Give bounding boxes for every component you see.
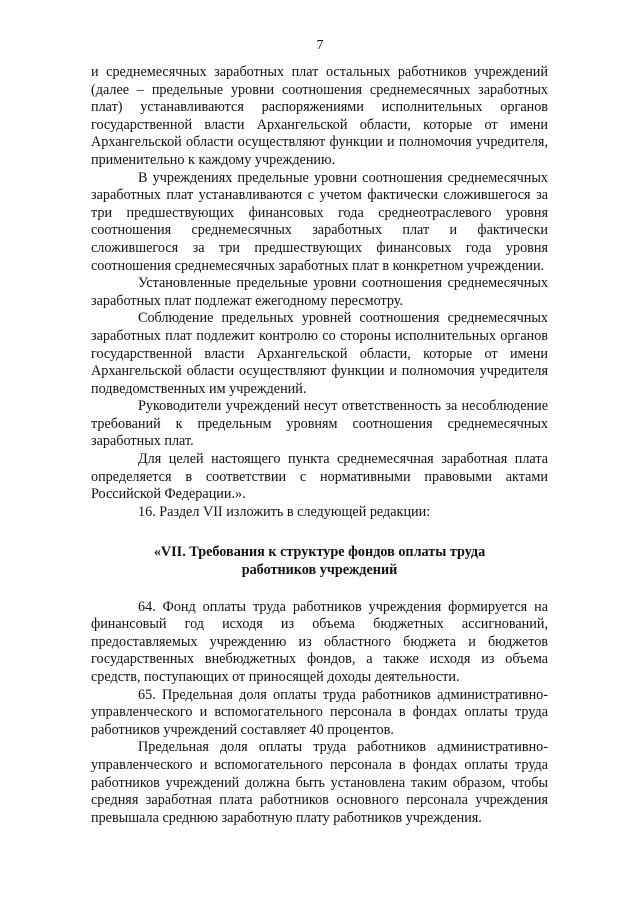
paragraph: В учреждениях предельные уровни соотношения среднемесячных заработных плат устанавливаются с учетом фактически сложившегося за три предшествующих финансовых года среднеотраслевого уровня соотношения среднемесячных заработных плат и фактически сложившегося за три предшествующих финансовых года уровня соотношения среднемесячных заработных плат в конкретном учреждении. xyxy=(91,169,548,274)
paragraph: Соблюдение предельных уровней соотношения среднемесячных заработных плат подлежит контролю со стороны исполнительных органов государственной власти Архангельской области, которые от имени Архангельской области осуществляют функции и полномочия учредителя подведомственных им учреждений. xyxy=(91,310,548,397)
paragraph: Установленные предельные уровни соотношения среднемесячных заработных плат подлежат ежегодному пересмотру. xyxy=(91,275,548,309)
numbered-paragraph: 64. Фонд оплаты труда работников учреждения формируется на финансовый год исходя из объема бюджетных ассигнований, предоставляемых учреждению из областного бюджета и бюджетов государственных внебюджетных фондов, а также исходя из объема средств, поступающих от приносящей доходы деятельности. xyxy=(91,598,548,685)
section-heading-line: работников учреждений xyxy=(241,562,398,579)
paragraph: Руководители учреждений несут ответственность за несоблюдение требований к предельным уровням соотношения среднемесячных заработных плат. xyxy=(91,398,548,450)
paragraph: Для целей настоящего пункта среднемесячная заработная плата определяется в соответствии с нормативными правовыми актами Российской Федерации.». xyxy=(91,451,548,503)
paragraph: Предельная доля оплаты труда работников административно-управленческого и вспомогательного персонала в фондах оплаты труда работников учреждений должна быть установлена таким образом, чтобы средняя заработная плата работников основного персонала учреждения превышала среднюю заработную плату работников учреждения. xyxy=(91,739,548,826)
page-number: 7 xyxy=(316,38,324,53)
amendment-item: 16. Раздел VII изложить в следующей редакции: xyxy=(138,503,431,520)
document-body xyxy=(91,64,548,827)
paragraph-continuation: и среднемесячных заработных плат остальных работников учреждений (далее – предельные уровни соотношения среднемесячных заработных плат) устанавливаются распоряжениями исполнительных органов государственной власти Архангельской области, которые от имени Архангельской области осуществляют функции и полномочия учредителя, применительно к каждому учреждению. xyxy=(91,64,548,168)
section-heading xyxy=(91,544,548,579)
section-heading-line: «VII. Требования к структуре фондов оплаты труда xyxy=(153,544,486,561)
numbered-paragraph: 65. Предельная доля оплаты труда работников административно-управленческого и вспомогательного персонала в фондах оплаты труда работников учреждений составляет 40 процентов. xyxy=(91,686,548,738)
